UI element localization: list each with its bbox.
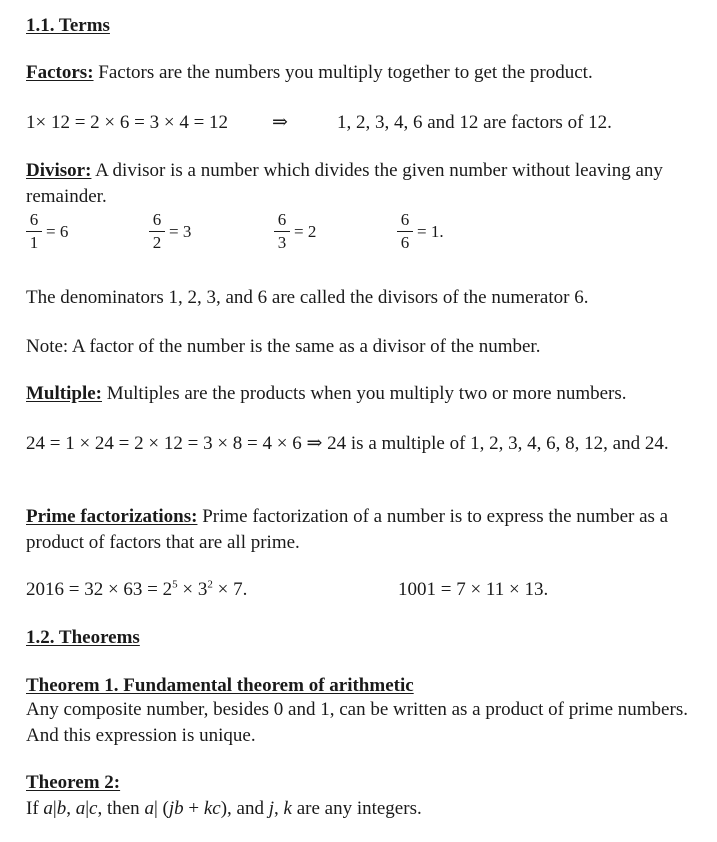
fraction-bar <box>274 231 290 232</box>
factors-eq-right: 1, 2, 3, 4, 6 and 12 are factors of 12. <box>337 112 612 133</box>
fraction-bar <box>26 231 42 232</box>
factors-equation <box>26 110 228 136</box>
prime-example-part: × 7. <box>212 579 248 600</box>
factors-eq-left: 1× 12 = 2 × 6 = 3 × 4 = 12 <box>26 112 229 133</box>
text-part: are any integers. <box>291 798 422 819</box>
factors-term: Factors: <box>26 62 94 83</box>
text-part: + <box>183 798 204 819</box>
fraction-6-2 <box>149 210 165 253</box>
fraction-numerator: 6 <box>152 210 162 229</box>
var-a: a <box>75 798 86 819</box>
prime-factorization-term: Prime factorizations: <box>26 506 198 527</box>
fraction-numerator: 6 <box>29 210 39 229</box>
var-kc: kc <box>203 798 221 819</box>
theorem-1-text: Any composite number, besides 0 and 1, can be written as a product of prime numbers. And this expression is unique. <box>26 699 688 746</box>
fraction-bar <box>149 231 165 232</box>
fraction-result: = 1. <box>417 222 444 241</box>
fraction-denominator: 1 <box>29 233 39 252</box>
var-a: a <box>43 798 53 819</box>
factor-divisor-note: Note: A factor of the number is the same as a divisor of the number. <box>26 336 541 357</box>
factors-definition <box>26 60 703 86</box>
fraction-numerator: 6 <box>277 210 287 229</box>
fraction-result: = 6 <box>46 222 69 241</box>
section-heading-theorems: 1.2. Theorems <box>26 627 140 648</box>
text-part: , <box>66 798 76 819</box>
fraction-denominator: 6 <box>400 233 410 252</box>
multiple-definition <box>26 381 703 407</box>
implies-arrow: ⇒ <box>272 112 288 133</box>
multiple-example: 24 = 1 × 24 = 2 × 12 = 3 × 8 = 4 × 6 ⇒ 24 is a multiple of 1, 2, 3, 4, 6, 8, 12, and 24. <box>26 433 669 454</box>
divisor-definition <box>26 158 703 210</box>
prime-example-part: 2016 = 32 × 63 = 2 <box>26 579 173 600</box>
text-part: ), and <box>220 798 269 819</box>
fraction-6-1 <box>26 210 42 253</box>
prime-factorization-definition <box>26 504 703 556</box>
prime-example-1001: 1001 = 7 × 11 × 13. <box>398 579 549 600</box>
section-heading-terms: 1.1. Terms <box>26 15 110 36</box>
text-part: | <box>52 798 57 819</box>
var-k: k <box>283 798 292 819</box>
var-b: b <box>56 798 67 819</box>
factors-text: Factors are the numbers you multiply together to get the product. <box>93 62 593 83</box>
text-part: | ( <box>153 798 169 819</box>
var-c: c <box>89 798 98 819</box>
fraction-denominator: 2 <box>152 233 162 252</box>
fraction-result: = 3 <box>169 222 192 241</box>
text-part: | <box>85 798 90 819</box>
theorem-1-title: Theorem 1. Fundamental theorem of arithmetic <box>26 675 414 696</box>
text-part: If <box>26 798 44 819</box>
prime-example-part: × 3 <box>177 579 208 600</box>
var-jb: jb <box>168 798 184 819</box>
exponent: 2 <box>207 578 213 591</box>
denominators-note: The denominators 1, 2, 3, and 6 are called the divisors of the numerator 6. <box>26 287 589 308</box>
fraction-result: = 2 <box>294 222 317 241</box>
fraction-6-3 <box>274 210 290 253</box>
prime-example-2016 <box>26 577 247 603</box>
text-part: , then <box>97 798 145 819</box>
divisor-term: Divisor: <box>26 160 92 181</box>
exponent: 5 <box>172 578 178 591</box>
var-j: j <box>268 798 274 819</box>
theorem-2-title: Theorem 2: <box>26 772 121 793</box>
multiple-term: Multiple: <box>26 383 102 404</box>
var-a: a <box>144 798 154 819</box>
fraction-6-6 <box>397 210 413 253</box>
fraction-denominator: 3 <box>277 233 287 252</box>
multiple-text: Multiples are the products when you multiply two or more numbers. <box>102 383 627 404</box>
fraction-numerator: 6 <box>400 210 410 229</box>
fraction-bar <box>397 231 413 232</box>
divisor-text: A divisor is a number which divides the given number without leaving any remainder. <box>26 160 663 207</box>
text-part: , <box>274 798 284 819</box>
theorem-2-text <box>26 796 703 822</box>
prime-factorization-text: Prime factorization of a number is to express the number as a product of factors that are all prime. <box>26 506 669 553</box>
